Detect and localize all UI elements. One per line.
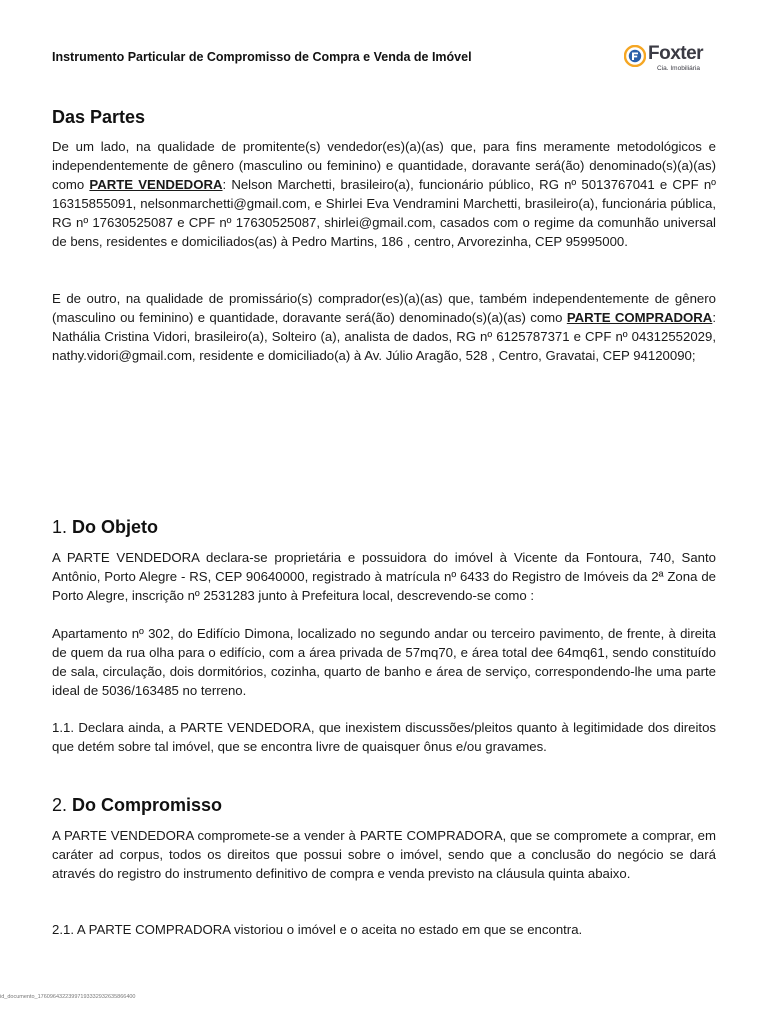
paragraph-compromisso-2: 2.1. A PARTE COMPRADORA vistoriou o imóvel e o aceita no estado em que se encontra.: [52, 922, 583, 937]
foxter-logo-icon: [624, 45, 646, 67]
party-role-label: PARTE VENDEDORA: [89, 177, 223, 192]
logo-subtitle: Cia. Imobiliária: [657, 65, 700, 72]
paragraph-text: : Nelson Marchetti, brasileiro(a), funcionário público, RG nº 5013767041 e CPF nº 16315855091, nelsonmarchetti@gmail.com, e Shirlei Eva Vendramini Marchetti, brasileiro(a), funcionária pública, RG nº 17630525087 e CPF nº 17630525087, shirlei@gmail.com, casados com o regime da comunhão universal de bens, residentes e domiciliados(as) à Pedro Martins, 186 , centro, Arvorezinha, CEP 95995000.: [52, 177, 716, 249]
paragraph-parte-compradora: [52, 289, 716, 365]
party-role-label: PARTE COMPRADORA: [566, 310, 713, 325]
section-heading-objeto: [52, 517, 158, 538]
section-heading-partes: Das Partes: [52, 107, 146, 127]
company-logo: [624, 44, 716, 74]
section-title: Do Compromisso: [72, 795, 223, 815]
section-heading-compromisso: [52, 795, 222, 816]
logo-name: Foxter: [648, 43, 704, 64]
paragraph-parte-vendedora: [52, 137, 716, 251]
document-id-footer: id_documento_17609643223997193332932635866400: [0, 994, 136, 1000]
paragraph-text: : Nathália Cristina Vidori, brasileiro(a), Solteiro (a), analista de dados, RG nº 6125787371 e CPF nº 04312552029, nathy.vidori@gmail.com, residente e domiciliado(a) à Av. Júlio Aragão, 528 , Centro, Gravatai, CEP 94120090;: [52, 310, 716, 363]
paragraph-text: De um lado, na qualidade de promitente(s) vendedor(es)(a)(as) que, para fins meramente metodológicos e independentemente de gênero (masculino ou feminino) e quantidade, doravante será(ão) denominado(s)(a)(as) como: [52, 139, 716, 192]
paragraph-objeto-1: A PARTE VENDEDORA declara-se proprietária e possuidora do imóvel à Vicente da Fontoura, 740, Santo Antônio, Porto Alegre - RS, CEP 90640000, registrado à matrícula nº 6433 do Registro de Imóveis da 2ª Zona de Porto Alegre, inscrição nº 2531283 junto à Prefeitura local, descrevendo-se como :: [52, 550, 716, 603]
paragraph-objeto-3: 1.1. Declara ainda, a PARTE VENDEDORA, que inexistem discussões/pleitos quanto à legitimidade dos direitos que detém sobre tal imóvel, que se encontra livre de quaisquer ônus e/ou gravames.: [52, 720, 716, 754]
paragraph-objeto-2: Apartamento nº 302, do Edifício Dimona, localizado no segundo andar ou terceiro pavimento, de frente, à direita de quem da rua olha para o edifício, com a área privada de 57mq70, e área total dee 64mq61, sendo constituído de sala, circulação, dois dormitórios, cozinha, quarto de banho e área de serviço, correspondendo-lhe uma parte ideal de 5036/163485 no terreno.: [52, 626, 716, 698]
section-number: 2.: [52, 795, 68, 815]
section-number: 1.: [52, 517, 68, 537]
paragraph-text: E de outro, na qualidade de promissário(s) comprador(es)(a)(as) que, também independentemente de gênero (masculino ou feminino) e quantidade, doravante será(ão) denominado(s)(a)(as) como: [52, 291, 716, 325]
section-title: Do Objeto: [72, 517, 159, 537]
paragraph-compromisso-1: A PARTE VENDEDORA compromete-se a vender à PARTE COMPRADORA, que se compromete a comprar, em caráter ad corpus, todos os direitos que possui sobre o imóvel, sendo que a conclusão do negócio se dará através do registro do instrumento definitivo de compra e venda previsto na cláusula quinta abaixo.: [52, 828, 716, 881]
document-header-title: Instrumento Particular de Compromisso de Compra e Venda de Imóvel: [52, 50, 472, 64]
